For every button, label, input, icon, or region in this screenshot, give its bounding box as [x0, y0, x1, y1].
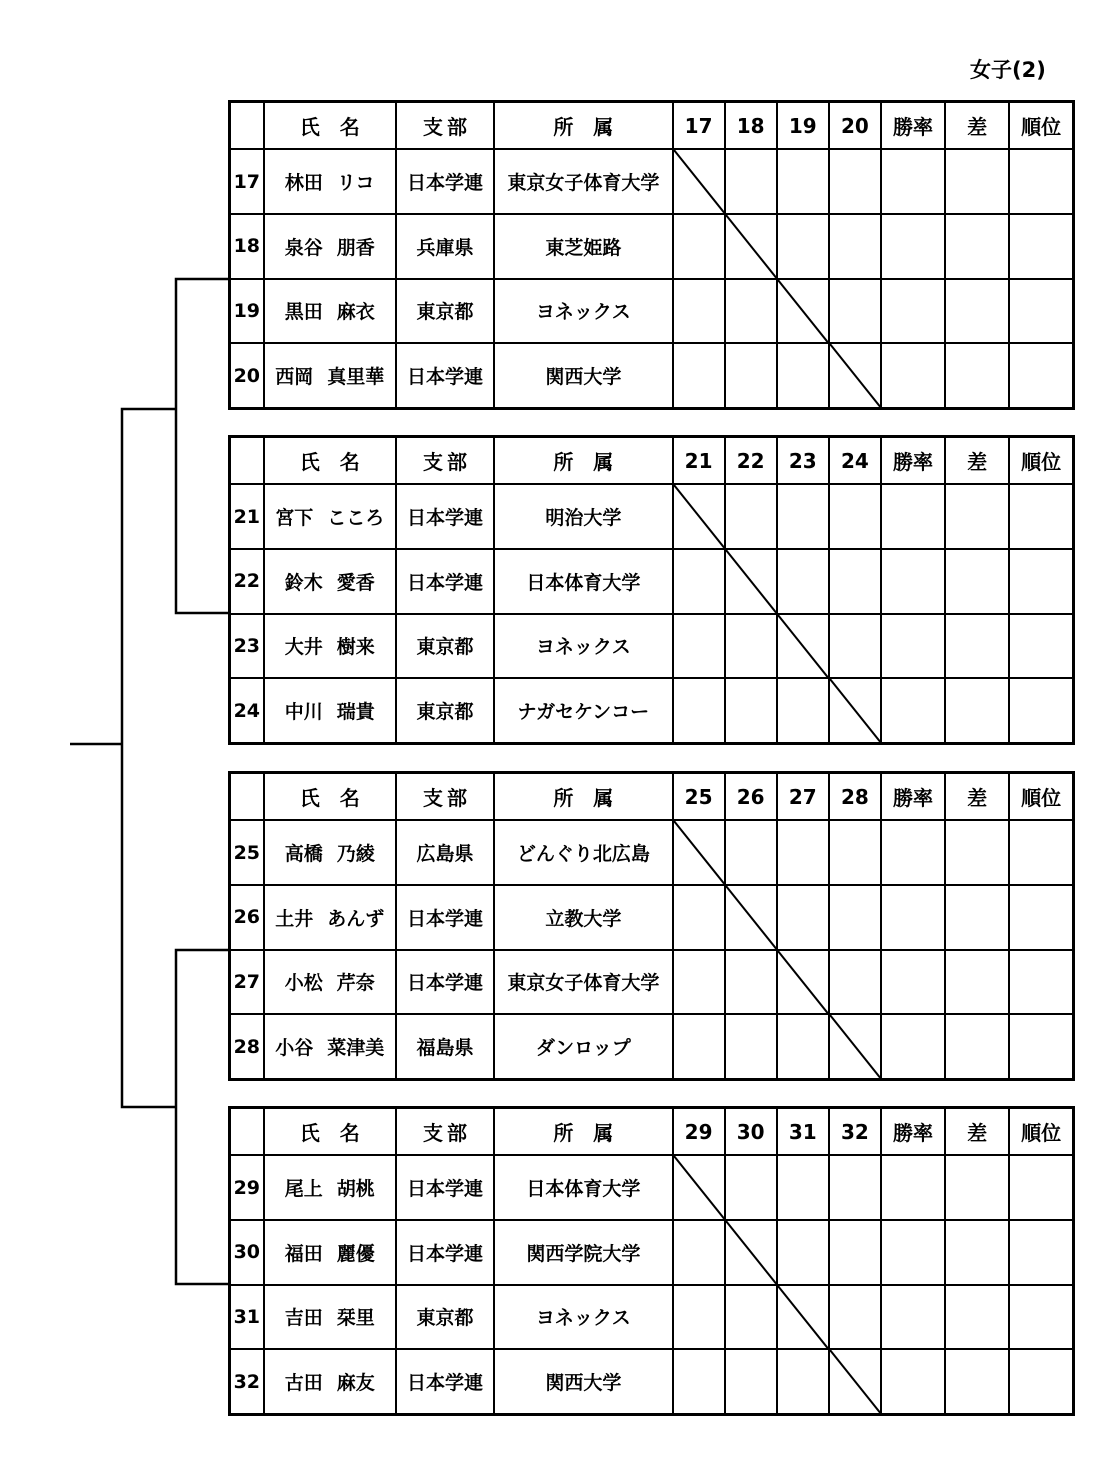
header-branch: 支部	[396, 437, 494, 485]
player-branch: 東京都	[396, 614, 494, 679]
player-name	[264, 214, 396, 279]
player-row	[230, 1285, 1074, 1350]
rank-cell[interactable]	[1009, 484, 1073, 549]
player-branch: 日本学連	[396, 484, 494, 549]
result-cell[interactable]	[777, 885, 829, 950]
result-cell[interactable]	[829, 1155, 881, 1220]
pool-table-3	[228, 771, 1075, 1081]
result-cell[interactable]	[777, 678, 829, 743]
diagonal-cell	[777, 950, 829, 1015]
diagonal-cell	[777, 279, 829, 344]
win-rate-cell[interactable]	[881, 950, 945, 1015]
header-corner	[230, 1108, 264, 1156]
header-match-col: 31	[777, 1108, 829, 1156]
diagonal-cell	[777, 614, 829, 679]
result-cell[interactable]	[725, 950, 777, 1015]
player-number: 25	[230, 820, 264, 885]
diagonal-cell	[725, 1220, 777, 1285]
win-rate-cell[interactable]	[881, 1285, 945, 1350]
result-cell[interactable]	[777, 149, 829, 214]
player-name	[264, 1155, 396, 1220]
result-cell[interactable]	[673, 614, 725, 679]
header-rank: 順位	[1009, 102, 1073, 150]
result-cell[interactable]	[777, 1220, 829, 1285]
player-affiliation: 日本体育大学	[494, 1155, 672, 1220]
player-name	[264, 484, 396, 549]
player-row	[230, 1155, 1074, 1220]
player-branch: 福島県	[396, 1014, 494, 1079]
header-rank: 順位	[1009, 437, 1073, 485]
player-row	[230, 885, 1074, 950]
player-row	[230, 484, 1074, 549]
result-cell[interactable]	[725, 1014, 777, 1079]
player-branch: 日本学連	[396, 950, 494, 1015]
diagonal-cell	[673, 820, 725, 885]
header-branch: 支部	[396, 102, 494, 150]
rank-cell[interactable]	[1009, 885, 1073, 950]
rank-cell[interactable]	[1009, 214, 1073, 279]
header-match-col: 32	[829, 1108, 881, 1156]
player-row	[230, 549, 1074, 614]
header-win-rate: 勝率	[881, 102, 945, 150]
player-number: 27	[230, 950, 264, 1015]
rank-cell[interactable]	[1009, 149, 1073, 214]
header-win-rate: 勝率	[881, 773, 945, 821]
diagonal-cell	[673, 1155, 725, 1220]
diff-cell[interactable]	[945, 279, 1009, 344]
player-branch: 東京都	[396, 678, 494, 743]
rank-cell[interactable]	[1009, 678, 1073, 743]
player-row	[230, 279, 1074, 344]
player-surname: 高橋	[284, 843, 323, 866]
player-number: 31	[230, 1285, 264, 1350]
win-rate-cell[interactable]	[881, 1155, 945, 1220]
result-cell[interactable]	[673, 1349, 725, 1414]
diff-cell[interactable]	[945, 343, 1009, 408]
header-branch: 支部	[396, 773, 494, 821]
player-affiliation: 関西大学	[494, 343, 672, 408]
player-number: 32	[230, 1349, 264, 1414]
player-affiliation: ヨネックス	[494, 279, 672, 344]
player-surname: 小松	[284, 972, 323, 995]
player-row	[230, 214, 1074, 279]
header-corner	[230, 437, 264, 485]
player-branch: 日本学連	[396, 885, 494, 950]
bracket-line-semis	[122, 409, 176, 1107]
result-cell[interactable]	[777, 484, 829, 549]
header-match-col: 27	[777, 773, 829, 821]
result-cell[interactable]	[829, 214, 881, 279]
player-surname: 西岡	[275, 366, 314, 389]
player-branch: 日本学連	[396, 1220, 494, 1285]
player-affiliation: ヨネックス	[494, 614, 672, 679]
player-surname: 古田	[284, 1372, 323, 1395]
result-cell[interactable]	[829, 614, 881, 679]
header-branch: 支部	[396, 1108, 494, 1156]
player-number: 18	[230, 214, 264, 279]
result-cell[interactable]	[725, 820, 777, 885]
result-cell[interactable]	[777, 343, 829, 408]
page-title: 女子(2)	[970, 58, 1046, 82]
player-given-name: リコ	[336, 172, 375, 195]
diagonal-cell	[829, 678, 881, 743]
diff-cell[interactable]	[945, 1014, 1009, 1079]
header-rank: 順位	[1009, 773, 1073, 821]
player-given-name: 栞里	[336, 1307, 375, 1330]
player-surname: 中川	[284, 701, 323, 724]
header-match-col: 26	[725, 773, 777, 821]
player-branch: 広島県	[396, 820, 494, 885]
result-cell[interactable]	[725, 149, 777, 214]
header-name: 氏 名	[264, 773, 396, 821]
result-cell[interactable]	[777, 1349, 829, 1414]
player-affiliation: 明治大学	[494, 484, 672, 549]
header-match-col: 30	[725, 1108, 777, 1156]
win-rate-cell[interactable]	[881, 343, 945, 408]
player-given-name: 芹奈	[336, 972, 375, 995]
result-cell[interactable]	[725, 1155, 777, 1220]
result-cell[interactable]	[673, 1285, 725, 1350]
player-affiliation: どんぐり北広島	[494, 820, 672, 885]
player-given-name: 樹来	[336, 636, 375, 659]
result-cell[interactable]	[829, 885, 881, 950]
player-surname: 土井	[275, 907, 314, 930]
diagonal-cell	[673, 484, 725, 549]
header-corner	[230, 102, 264, 150]
player-name	[264, 1285, 396, 1350]
player-name	[264, 614, 396, 679]
header-name: 氏 名	[264, 437, 396, 485]
player-affiliation: 関西学院大学	[494, 1220, 672, 1285]
player-surname: 吉田	[284, 1307, 323, 1330]
diff-cell[interactable]	[945, 214, 1009, 279]
player-affiliation: 立教大学	[494, 885, 672, 950]
player-given-name: 麻衣	[336, 301, 375, 324]
header-diff: 差	[945, 1108, 1009, 1156]
diagonal-cell	[829, 343, 881, 408]
pool-table-4	[228, 1106, 1075, 1416]
diff-cell[interactable]	[945, 1349, 1009, 1414]
player-given-name: こころ	[327, 507, 385, 530]
player-given-name: 麗優	[336, 1242, 375, 1265]
header-affiliation: 所 属	[494, 102, 672, 150]
player-row	[230, 1220, 1074, 1285]
win-rate-cell[interactable]	[881, 149, 945, 214]
player-name	[264, 1349, 396, 1414]
player-number: 22	[230, 549, 264, 614]
result-cell[interactable]	[829, 820, 881, 885]
rank-cell[interactable]	[1009, 1014, 1073, 1079]
diff-cell[interactable]	[945, 820, 1009, 885]
rank-cell[interactable]	[1009, 549, 1073, 614]
header-match-col: 23	[777, 437, 829, 485]
header-match-col: 28	[829, 773, 881, 821]
player-name	[264, 950, 396, 1015]
result-cell[interactable]	[673, 549, 725, 614]
win-rate-cell[interactable]	[881, 1014, 945, 1079]
header-affiliation: 所 属	[494, 437, 672, 485]
player-affiliation: 日本体育大学	[494, 549, 672, 614]
player-number: 28	[230, 1014, 264, 1079]
result-cell[interactable]	[673, 214, 725, 279]
player-name	[264, 678, 396, 743]
result-cell[interactable]	[725, 343, 777, 408]
result-cell[interactable]	[673, 1014, 725, 1079]
result-cell[interactable]	[777, 214, 829, 279]
player-branch: 日本学連	[396, 1155, 494, 1220]
header-match-col: 19	[777, 102, 829, 150]
player-given-name: 瑞貴	[336, 701, 375, 724]
player-affiliation: ダンロップ	[494, 1014, 672, 1079]
header-row	[230, 1108, 1074, 1156]
header-match-col: 25	[673, 773, 725, 821]
player-given-name: 麻友	[336, 1372, 375, 1395]
rank-cell[interactable]	[1009, 343, 1073, 408]
rank-cell[interactable]	[1009, 614, 1073, 679]
header-diff: 差	[945, 437, 1009, 485]
header-corner	[230, 773, 264, 821]
diagonal-cell	[673, 149, 725, 214]
bracket-line-top	[176, 279, 228, 613]
player-given-name: 乃綾	[336, 843, 375, 866]
player-row	[230, 1014, 1074, 1079]
player-given-name: 胡桃	[336, 1178, 375, 1201]
diagonal-cell	[829, 1349, 881, 1414]
player-surname: 宮下	[275, 507, 314, 530]
diff-cell[interactable]	[945, 885, 1009, 950]
player-number: 29	[230, 1155, 264, 1220]
player-name	[264, 549, 396, 614]
header-win-rate: 勝率	[881, 1108, 945, 1156]
player-surname: 尾上	[284, 1178, 323, 1201]
win-rate-cell[interactable]	[881, 1349, 945, 1414]
result-cell[interactable]	[829, 1220, 881, 1285]
result-cell[interactable]	[725, 279, 777, 344]
player-row	[230, 614, 1074, 679]
player-name	[264, 343, 396, 408]
diff-cell[interactable]	[945, 1155, 1009, 1220]
win-rate-cell[interactable]	[881, 549, 945, 614]
win-rate-cell[interactable]	[881, 279, 945, 344]
player-row	[230, 950, 1074, 1015]
pool-table-1	[228, 100, 1075, 410]
diagonal-cell	[725, 549, 777, 614]
player-given-name: 菜津美	[327, 1037, 385, 1060]
player-row	[230, 820, 1074, 885]
result-cell[interactable]	[829, 484, 881, 549]
result-cell[interactable]	[673, 343, 725, 408]
win-rate-cell[interactable]	[881, 214, 945, 279]
player-branch: 兵庫県	[396, 214, 494, 279]
rank-cell[interactable]	[1009, 950, 1073, 1015]
result-cell[interactable]	[829, 950, 881, 1015]
win-rate-cell[interactable]	[881, 820, 945, 885]
header-affiliation: 所 属	[494, 1108, 672, 1156]
player-branch: 日本学連	[396, 1349, 494, 1414]
header-win-rate: 勝率	[881, 437, 945, 485]
result-cell[interactable]	[777, 549, 829, 614]
player-branch: 日本学連	[396, 549, 494, 614]
player-affiliation: 東京女子体育大学	[494, 950, 672, 1015]
result-cell[interactable]	[673, 678, 725, 743]
header-name: 氏 名	[264, 102, 396, 150]
player-affiliation: ナガセケンコー	[494, 678, 672, 743]
rank-cell[interactable]	[1009, 1285, 1073, 1350]
diagonal-cell	[725, 214, 777, 279]
player-name	[264, 279, 396, 344]
diagonal-cell	[725, 885, 777, 950]
result-cell[interactable]	[725, 484, 777, 549]
diff-cell[interactable]	[945, 149, 1009, 214]
bracket-line-bottom	[176, 950, 228, 1284]
result-cell[interactable]	[777, 820, 829, 885]
player-given-name: 愛香	[336, 571, 375, 594]
diff-cell[interactable]	[945, 1285, 1009, 1350]
player-row	[230, 343, 1074, 408]
rank-cell[interactable]	[1009, 1220, 1073, 1285]
player-row	[230, 1349, 1074, 1414]
header-affiliation: 所 属	[494, 773, 672, 821]
diff-cell[interactable]	[945, 678, 1009, 743]
header-name: 氏 名	[264, 1108, 396, 1156]
result-cell[interactable]	[829, 279, 881, 344]
header-match-col: 18	[725, 102, 777, 150]
player-row	[230, 149, 1074, 214]
win-rate-cell[interactable]	[881, 678, 945, 743]
player-number: 19	[230, 279, 264, 344]
player-branch: 日本学連	[396, 343, 494, 408]
player-surname: 福田	[284, 1242, 323, 1265]
player-name	[264, 1220, 396, 1285]
player-given-name: あんず	[327, 907, 385, 930]
player-name	[264, 885, 396, 950]
player-number: 30	[230, 1220, 264, 1285]
player-branch: 東京都	[396, 1285, 494, 1350]
player-affiliation: ヨネックス	[494, 1285, 672, 1350]
player-name	[264, 1014, 396, 1079]
player-surname: 鈴木	[284, 571, 323, 594]
header-rank: 順位	[1009, 1108, 1073, 1156]
header-match-col: 29	[673, 1108, 725, 1156]
diff-cell[interactable]	[945, 484, 1009, 549]
header-diff: 差	[945, 773, 1009, 821]
result-cell[interactable]	[777, 1014, 829, 1079]
player-number: 23	[230, 614, 264, 679]
win-rate-cell[interactable]	[881, 1220, 945, 1285]
diff-cell[interactable]	[945, 549, 1009, 614]
player-branch: 東京都	[396, 279, 494, 344]
result-cell[interactable]	[673, 1220, 725, 1285]
player-name	[264, 149, 396, 214]
player-row	[230, 678, 1074, 743]
header-match-col: 24	[829, 437, 881, 485]
header-row	[230, 102, 1074, 150]
win-rate-cell[interactable]	[881, 614, 945, 679]
player-affiliation: 関西大学	[494, 1349, 672, 1414]
win-rate-cell[interactable]	[881, 484, 945, 549]
result-cell[interactable]	[673, 279, 725, 344]
result-cell[interactable]	[673, 885, 725, 950]
diagonal-cell	[829, 1014, 881, 1079]
result-cell[interactable]	[725, 1285, 777, 1350]
player-surname: 小谷	[275, 1037, 314, 1060]
player-affiliation: 東京女子体育大学	[494, 149, 672, 214]
result-cell[interactable]	[725, 614, 777, 679]
result-cell[interactable]	[829, 1285, 881, 1350]
result-cell[interactable]	[673, 950, 725, 1015]
result-cell[interactable]	[777, 1155, 829, 1220]
player-surname: 林田	[284, 172, 323, 195]
player-affiliation: 東芝姫路	[494, 214, 672, 279]
player-branch: 日本学連	[396, 149, 494, 214]
result-cell[interactable]	[725, 1349, 777, 1414]
diff-cell[interactable]	[945, 950, 1009, 1015]
rank-cell[interactable]	[1009, 279, 1073, 344]
result-cell[interactable]	[829, 149, 881, 214]
player-number: 26	[230, 885, 264, 950]
diff-cell[interactable]	[945, 1220, 1009, 1285]
header-diff: 差	[945, 102, 1009, 150]
header-row	[230, 773, 1074, 821]
player-surname: 泉谷	[284, 236, 323, 259]
player-given-name: 真里華	[327, 366, 385, 389]
pool-table-2	[228, 435, 1075, 745]
header-row	[230, 437, 1074, 485]
player-surname: 黒田	[284, 301, 323, 324]
rank-cell[interactable]	[1009, 1349, 1073, 1414]
diagonal-cell	[777, 1285, 829, 1350]
result-cell[interactable]	[829, 549, 881, 614]
header-match-col: 21	[673, 437, 725, 485]
player-number: 24	[230, 678, 264, 743]
header-match-col: 22	[725, 437, 777, 485]
player-name	[264, 820, 396, 885]
header-match-col: 17	[673, 102, 725, 150]
player-surname: 大井	[284, 636, 323, 659]
player-number: 21	[230, 484, 264, 549]
rank-cell[interactable]	[1009, 820, 1073, 885]
diff-cell[interactable]	[945, 614, 1009, 679]
rank-cell[interactable]	[1009, 1155, 1073, 1220]
win-rate-cell[interactable]	[881, 885, 945, 950]
player-number: 17	[230, 149, 264, 214]
header-match-col: 20	[829, 102, 881, 150]
player-given-name: 朋香	[336, 236, 375, 259]
result-cell[interactable]	[725, 678, 777, 743]
player-number: 20	[230, 343, 264, 408]
